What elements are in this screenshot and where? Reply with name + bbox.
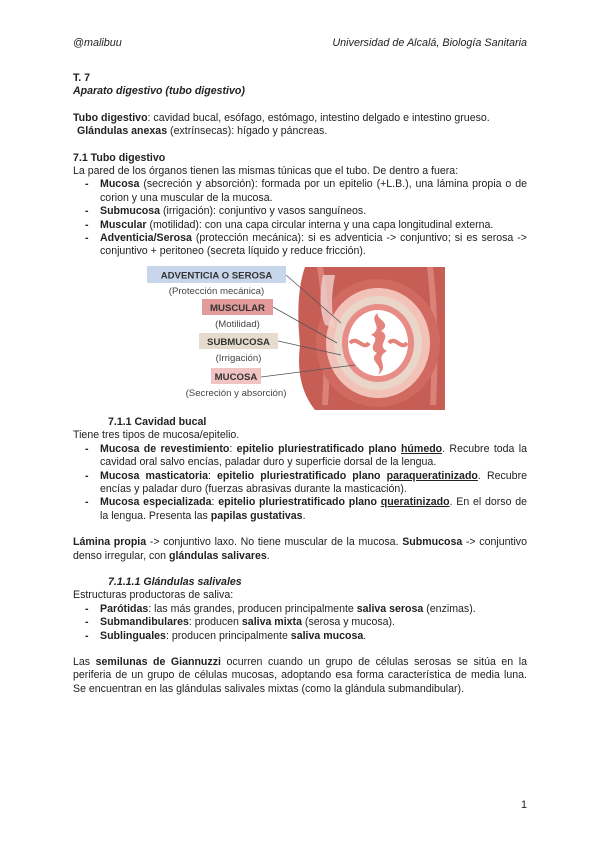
section-heading-7-1-1-1: 7.1.1.1 Glándulas salivales	[108, 575, 242, 588]
tunics-list	[73, 178, 527, 258]
list-item: - Parótidas: las más grandes, producen principalmente saliva serosa (enzimas).	[73, 603, 527, 616]
list-item: - Adventicia/Serosa (protección mecánica): si es adventicia -> conjuntivo; si es serosa -> conjuntivo + peritoneo (secreta líquido y reduce fricción).	[73, 232, 527, 259]
intro-glandulas: Glándulas anexas (extrínsecas): hígado y páncreas.	[77, 125, 328, 138]
section-heading-7-1-1: 7.1.1 Cavidad bucal	[108, 415, 207, 428]
list-item: - Submandibulares: producen saliva mixta (serosa y mucosa).	[73, 616, 527, 629]
digestive-tube-figure	[73, 265, 527, 410]
salivary-glands-list	[73, 603, 527, 643]
section-7-1-1-1-intro: Estructuras productoras de saliva:	[73, 589, 234, 602]
list-item: - Mucosa (secreción y absorción): formada por un epitelio (+L.B.), una lámina propia o de corion y una muscular de la mucosa.	[73, 178, 527, 205]
label-mucosa: MUCOSA	[214, 371, 258, 383]
section-7-1-1-intro: Tiene tres tipos de mucosa/epitelio.	[73, 429, 240, 442]
label-submucosa: SUBMUCOSA	[207, 336, 270, 348]
page-number: 1	[520, 799, 527, 811]
header-author: @malibuu	[73, 37, 122, 49]
semilunas-paragraph: Las semilunas de Giannuzzi ocurren cuando un grupo de células serosas se sitúa en la periferia de un grupo de células mucosas, adoptando esa forma característica de media luna. Se encuentran en las glándulas salivales mixtas (como la glándula submandibular).	[73, 655, 527, 695]
document-body	[73, 72, 527, 696]
list-item: - Mucosa de revestimiento: epitelio pluriestratificado plano húmedo. Recubre toda la cavidad oral salvo encías, paladar duro y superficie dorsal de la lengua.	[73, 443, 527, 470]
list-item: - Sublinguales: producen principalmente saliva mucosa.	[73, 630, 527, 643]
list-item: - Mucosa especializada: epitelio pluriestratificado plano queratinizado. En el dorso de la lengua. Presenta las papilas gustativas.	[73, 496, 527, 523]
section-7-1-intro: La pared de los órganos tienen las mismas túnicas que el tubo. De dentro a fuera:	[73, 165, 459, 178]
lamina-propia-paragraph: Lámina propia -> conjuntivo laxo. No tiene muscular de la mucosa. Submucosa -> conjuntivo denso irregular, con glándulas salivares.	[73, 536, 527, 562]
list-item: - Submucosa (irrigación): conjuntivo y vasos sanguíneos.	[73, 205, 527, 218]
header-university: Universidad de Alcalá, Biología Sanitaria	[332, 37, 527, 49]
topic-number: T. 7	[73, 72, 91, 84]
label-muscular-sub: (Motilidad)	[215, 318, 260, 330]
mucosa-types-list	[73, 443, 527, 523]
section-heading-7-1: 7.1 Tubo digestivo	[73, 151, 166, 164]
tube-illustration	[298, 267, 445, 410]
label-adventicia: ADVENTICIA O SEROSA	[160, 270, 273, 282]
label-mucosa-sub: (Secreción y absorción)	[185, 387, 287, 399]
label-muscular: MUSCULAR	[210, 302, 265, 314]
label-adventicia-sub: (Protección mecánica)	[168, 285, 265, 297]
list-item: - Muscular (motilidad): con una capa circular interna y una capa longitudinal externa.	[73, 219, 527, 232]
list-item: - Mucosa masticatoria: epitelio pluriestratificado plano paraqueratinizado. Recubre encías y paladar duro (fuerzas abrasivas durante la masticación).	[73, 470, 527, 497]
topic-title: Aparato digestivo (tubo digestivo)	[73, 85, 245, 98]
label-submucosa-sub: (Irrigación)	[215, 352, 262, 364]
intro-tubo: Tubo digestivo: cavidad bucal, esófago, estómago, intestino delgado e intestino grueso.	[73, 111, 490, 124]
digestive-tube-diagram	[145, 265, 445, 410]
